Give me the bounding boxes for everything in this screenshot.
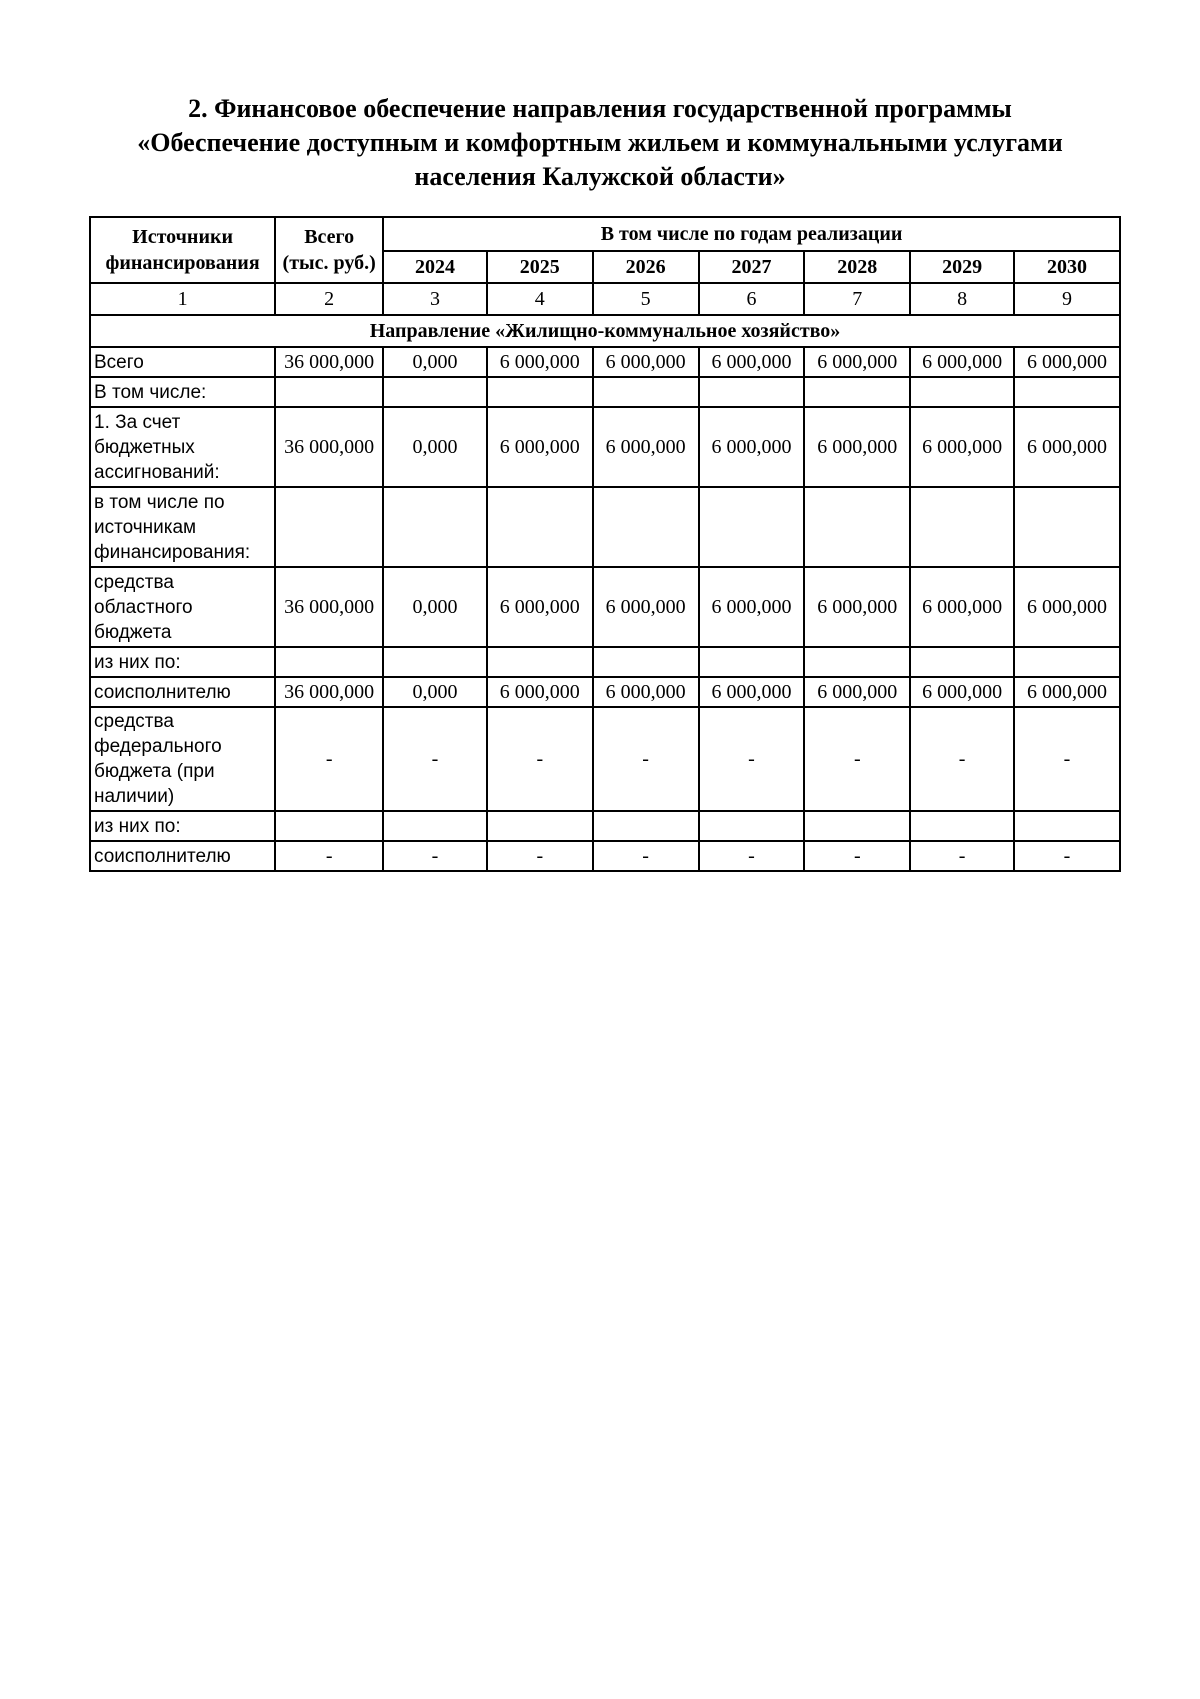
- cell-year-value: -: [910, 841, 1014, 871]
- header-total: Всего (тыс. руб.): [275, 217, 383, 283]
- cell-year-value: 6 000,000: [910, 567, 1014, 647]
- cell-total: -: [275, 707, 383, 811]
- cell-year-value: [487, 487, 593, 567]
- cell-year-value: 6 000,000: [910, 677, 1014, 707]
- table-row: [90, 377, 1120, 407]
- table-row: [90, 677, 1120, 707]
- cell-year-value: 0,000: [383, 677, 487, 707]
- row-label: из них по:: [90, 811, 275, 841]
- cell-year-value: [487, 811, 593, 841]
- cell-year-value: -: [804, 707, 910, 811]
- cell-year-value: [383, 377, 487, 407]
- column-number: 2: [275, 283, 383, 315]
- cell-year-value: [804, 647, 910, 677]
- table-row: [90, 841, 1120, 871]
- header-sources: Источники финансирования: [90, 217, 275, 283]
- cell-year-value: 0,000: [383, 347, 487, 377]
- cell-year-value: 6 000,000: [699, 347, 805, 377]
- cell-year-value: 6 000,000: [1014, 677, 1120, 707]
- direction-row: [90, 315, 1120, 347]
- column-number: 6: [699, 283, 805, 315]
- cell-year-value: 6 000,000: [910, 407, 1014, 487]
- row-label: Всего: [90, 347, 275, 377]
- cell-year-value: 6 000,000: [699, 677, 805, 707]
- cell-year-value: [593, 487, 699, 567]
- table-row: [90, 407, 1120, 487]
- table-row: [90, 567, 1120, 647]
- page-title: [60, 92, 1140, 194]
- cell-year-value: [1014, 811, 1120, 841]
- cell-year-value: [593, 377, 699, 407]
- header-year: 2030: [1014, 251, 1120, 283]
- row-label: средства федерального бюджета (при наличии): [90, 707, 275, 811]
- cell-year-value: 6 000,000: [699, 407, 805, 487]
- cell-total: [275, 647, 383, 677]
- cell-year-value: 6 000,000: [910, 347, 1014, 377]
- cell-year-value: [804, 487, 910, 567]
- cell-total: [275, 377, 383, 407]
- row-label: в том числе по источникам финансирования:: [90, 487, 275, 567]
- row-label: соисполнителю: [90, 677, 275, 707]
- row-label: из них по:: [90, 647, 275, 677]
- cell-year-value: [910, 647, 1014, 677]
- cell-year-value: [804, 811, 910, 841]
- cell-year-value: 6 000,000: [487, 347, 593, 377]
- cell-year-value: [383, 811, 487, 841]
- cell-year-value: 6 000,000: [804, 407, 910, 487]
- cell-year-value: [699, 377, 805, 407]
- cell-year-value: -: [910, 707, 1014, 811]
- cell-year-value: -: [383, 841, 487, 871]
- cell-total: 36 000,000: [275, 567, 383, 647]
- cell-total: [275, 487, 383, 567]
- table-row: [90, 811, 1120, 841]
- cell-year-value: [593, 647, 699, 677]
- cell-year-value: 6 000,000: [487, 677, 593, 707]
- header-year: 2027: [699, 251, 805, 283]
- column-number: 7: [804, 283, 910, 315]
- cell-year-value: 6 000,000: [487, 567, 593, 647]
- column-number: 4: [487, 283, 593, 315]
- cell-year-value: 6 000,000: [487, 407, 593, 487]
- table-body: [90, 347, 1120, 871]
- row-label: В том числе:: [90, 377, 275, 407]
- title-line-1: 2. Финансовое обеспечение направления государственной программы: [188, 94, 1012, 123]
- column-number: 5: [593, 283, 699, 315]
- cell-year-value: [1014, 647, 1120, 677]
- table-row: [90, 707, 1120, 811]
- cell-year-value: [699, 487, 805, 567]
- header-year: 2025: [487, 251, 593, 283]
- cell-year-value: [1014, 377, 1120, 407]
- cell-year-value: 6 000,000: [699, 567, 805, 647]
- cell-year-value: -: [804, 841, 910, 871]
- cell-year-value: 6 000,000: [593, 347, 699, 377]
- cell-total: [275, 811, 383, 841]
- cell-year-value: 6 000,000: [1014, 347, 1120, 377]
- cell-year-value: -: [487, 707, 593, 811]
- cell-year-value: -: [1014, 707, 1120, 811]
- cell-year-value: 6 000,000: [1014, 567, 1120, 647]
- header-year: 2026: [593, 251, 699, 283]
- row-label: средства областного бюджета: [90, 567, 275, 647]
- cell-year-value: [383, 487, 487, 567]
- cell-year-value: [910, 487, 1014, 567]
- cell-year-value: -: [699, 707, 805, 811]
- cell-year-value: [910, 377, 1014, 407]
- table-row: [90, 487, 1120, 567]
- cell-year-value: 6 000,000: [804, 567, 910, 647]
- cell-year-value: -: [1014, 841, 1120, 871]
- header-year: 2029: [910, 251, 1014, 283]
- cell-year-value: 6 000,000: [593, 677, 699, 707]
- cell-year-value: -: [383, 707, 487, 811]
- cell-total: 36 000,000: [275, 407, 383, 487]
- cell-year-value: [593, 811, 699, 841]
- cell-year-value: -: [487, 841, 593, 871]
- table-row: [90, 647, 1120, 677]
- row-label: соисполнителю: [90, 841, 275, 871]
- header-row-1: [90, 217, 1120, 251]
- table-row: [90, 347, 1120, 377]
- cell-year-value: -: [699, 841, 805, 871]
- cell-year-value: 6 000,000: [1014, 407, 1120, 487]
- cell-year-value: [487, 377, 593, 407]
- cell-year-value: [699, 811, 805, 841]
- cell-year-value: [910, 811, 1014, 841]
- column-number: 1: [90, 283, 275, 315]
- column-number: 3: [383, 283, 487, 315]
- direction-label: Направление «Жилищно-коммунальное хозяйство»: [90, 315, 1120, 347]
- header-year: 2028: [804, 251, 910, 283]
- column-number: 8: [910, 283, 1014, 315]
- cell-year-value: 0,000: [383, 567, 487, 647]
- row-label: 1. За счет бюджетных ассигнований:: [90, 407, 275, 487]
- cell-year-value: [804, 377, 910, 407]
- cell-year-value: -: [593, 841, 699, 871]
- title-line-3: населения Калужской области»: [414, 162, 786, 191]
- header-year: 2024: [383, 251, 487, 283]
- cell-year-value: [383, 647, 487, 677]
- cell-year-value: 0,000: [383, 407, 487, 487]
- cell-year-value: [699, 647, 805, 677]
- cell-year-value: 6 000,000: [804, 347, 910, 377]
- financing-table: [89, 216, 1121, 872]
- cell-year-value: 6 000,000: [804, 677, 910, 707]
- column-numbers-row: [90, 283, 1120, 315]
- cell-year-value: -: [593, 707, 699, 811]
- cell-year-value: 6 000,000: [593, 567, 699, 647]
- cell-year-value: 6 000,000: [593, 407, 699, 487]
- cell-year-value: [487, 647, 593, 677]
- cell-total: 36 000,000: [275, 677, 383, 707]
- title-line-2: «Обеспечение доступным и комфортным жильем и коммунальными услугами: [137, 128, 1063, 157]
- cell-year-value: [1014, 487, 1120, 567]
- cell-total: 36 000,000: [275, 347, 383, 377]
- header-by-years: В том числе по годам реализации: [383, 217, 1120, 251]
- column-number: 9: [1014, 283, 1120, 315]
- cell-total: -: [275, 841, 383, 871]
